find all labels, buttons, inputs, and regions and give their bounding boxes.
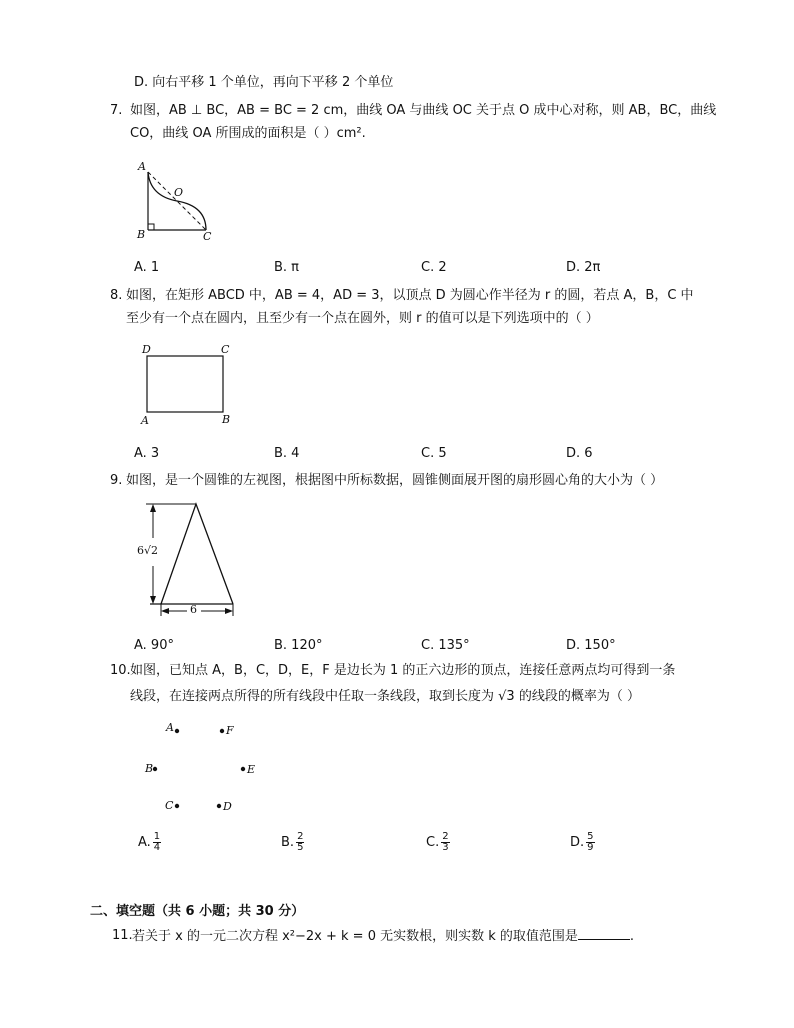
q7-option-c[interactable]: C. 2 — [421, 260, 447, 275]
q10-option-d-fraction — [586, 832, 594, 853]
q8-number: 8. — [110, 288, 123, 303]
q7-option-d[interactable]: D. 2π — [566, 260, 601, 275]
q10-option-d-denominator: 9 — [587, 842, 594, 853]
q7-text-line1: 如图，AB ⊥ BC，AB = BC = 2 cm，曲线 OA 与曲线 OC 关于点 O 成中心对称，则 AB，BC，曲线 — [130, 103, 717, 118]
q9-option-a[interactable]: A. 90° — [134, 638, 174, 653]
q9-option-c[interactable]: C. 135° — [421, 638, 470, 653]
q10-point-f — [220, 729, 224, 733]
q11-text-before: 若关于 x 的一元二次方程 x²−2x + k = 0 无实数根，则实数 k 的取值范围是 — [132, 929, 578, 944]
q10-number: 10. — [110, 663, 131, 678]
q8-option-b[interactable]: B. 4 — [274, 446, 300, 461]
q10-label-d: D — [223, 800, 232, 813]
q9-option-b[interactable]: B. 120° — [274, 638, 323, 653]
q8-label-b: B — [222, 413, 231, 426]
q7-label-c: C — [203, 230, 212, 243]
q6-option-d: D. 向右平移 1 个单位，再向下平移 2 个单位 — [134, 75, 394, 90]
q7-text-line2: CO，曲线 OA 所围成的面积是（ ）cm². — [130, 126, 366, 141]
q11-text-after: . — [629, 929, 635, 944]
q10-label-b: B — [145, 762, 154, 775]
q10-text-line1: 如图，已知点 A，B，C，D，E，F 是边长为 1 的正六边形的顶点，连接任意两点均可得到一条 — [130, 663, 676, 678]
q8-label-c: C — [221, 343, 230, 356]
q10-option-d[interactable] — [570, 832, 595, 853]
q10-option-d-letter: D. — [570, 835, 585, 850]
q8-option-a[interactable]: A. 3 — [134, 446, 160, 461]
q10-option-c-numerator: 2 — [442, 831, 449, 842]
q9-text-line1: 如图，是一个圆锥的左视图，根据图中所标数据，圆锥侧面展开图的扇形圆心角的大小为（ ） — [126, 473, 664, 488]
q10-option-c-fraction — [441, 832, 449, 853]
q10-option-a[interactable] — [138, 832, 161, 853]
q10-option-c-letter: C. — [426, 835, 440, 850]
q10-option-c-denominator: 3 — [442, 842, 449, 853]
section-2-title: 二、填空题（共 6 小题；共 30 分） — [90, 904, 305, 919]
q10-point-a — [175, 729, 179, 733]
q8-text-line2: 至少有一个点在圆内，且至少有一个点在圆外，则 r 的值可以是下列选项中的（ ） — [126, 311, 599, 326]
q10-option-b-letter: B. — [281, 835, 295, 850]
q10-text-line2: 线段，在连接两点所得的所有线段中任取一条线段，取到长度为 √3 的线段的概率为（ ） — [130, 689, 640, 704]
q8-label-d: D — [142, 343, 151, 356]
q10-point-b — [153, 767, 157, 771]
q10-label-f: F — [226, 724, 234, 737]
q7-label-o: O — [174, 186, 184, 199]
q8-option-d[interactable]: D. 6 — [566, 446, 593, 461]
q7-label-a: A — [138, 160, 146, 173]
q7-option-a[interactable]: A. 1 — [134, 260, 160, 275]
q9-label-height: 6√2 — [137, 544, 159, 557]
q9-label-base: 6 — [190, 603, 197, 616]
q10-option-c[interactable] — [426, 832, 450, 853]
q7-label-b: B — [137, 228, 146, 241]
q11-number: 11. — [112, 928, 133, 943]
q10-label-e: E — [247, 763, 256, 776]
q7-number: 7. — [110, 103, 123, 118]
q10-option-a-fraction — [153, 832, 161, 853]
q10-option-b[interactable] — [281, 832, 304, 853]
q10-option-b-numerator: 2 — [297, 831, 304, 842]
q10-option-a-letter: A. — [138, 835, 151, 850]
q11-text — [132, 927, 634, 946]
q10-point-c — [175, 804, 179, 808]
q10-option-d-numerator: 5 — [587, 831, 594, 842]
q10-label-c: C — [165, 799, 174, 812]
q9-number: 9. — [110, 473, 123, 488]
q10-option-b-fraction — [296, 832, 304, 853]
q8-option-c[interactable]: C. 5 — [421, 446, 447, 461]
q11-answer-blank[interactable] — [578, 927, 630, 940]
q7-option-b[interactable]: B. π — [274, 260, 300, 275]
q8-label-a: A — [141, 414, 149, 427]
q8-text-line1: 如图，在矩形 ABCD 中，AB = 4，AD = 3，以顶点 D 为圆心作半径为 r 的圆，若点 A，B，C 中 — [126, 288, 694, 303]
q10-point-e — [241, 767, 245, 771]
q10-point-d — [217, 804, 221, 808]
q9-option-d[interactable]: D. 150° — [566, 638, 616, 653]
q10-option-b-denominator: 5 — [297, 842, 304, 853]
q10-label-a: A — [166, 721, 174, 734]
q10-option-a-denominator: 4 — [153, 842, 161, 853]
q10-option-a-numerator: 1 — [153, 831, 161, 842]
